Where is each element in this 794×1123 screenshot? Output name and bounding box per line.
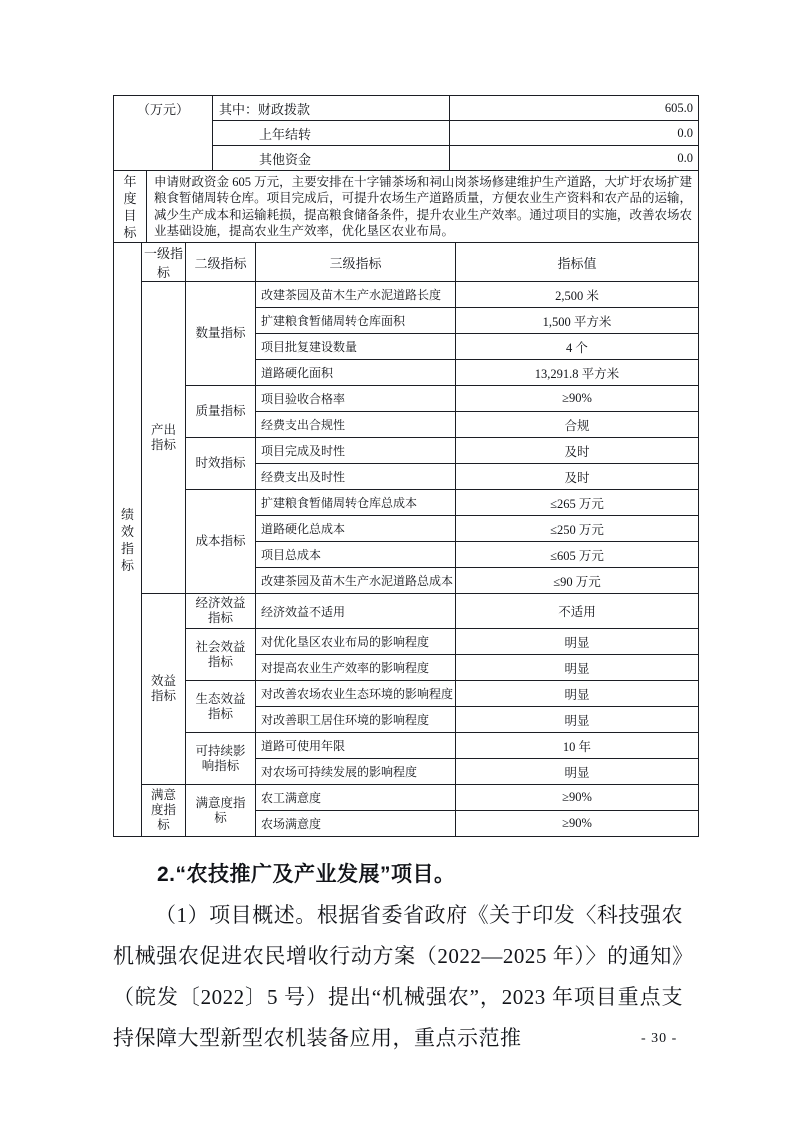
indicator-name-cell: 道路硬化面积 bbox=[256, 360, 456, 386]
indicator-value-cell: ≤250 万元 bbox=[456, 516, 699, 542]
indicator-value-cell: 13,291.8 平方米 bbox=[456, 360, 699, 386]
indicator-value-cell: 明显 bbox=[456, 759, 699, 785]
indicator-name-cell: 扩建粮食暂储周转仓库总成本 bbox=[256, 490, 456, 516]
section-paragraph: （1）项目概述。根据省委省政府《关于印发〈科技强农机械强农促进农民增收行动方案（2022—2025 年）〉的通知》（皖发〔2022〕5 号）提出“机械强农”，2023 年项目重点支持保障大型新型农机装备应用，重点示范推 bbox=[113, 903, 683, 1051]
level2-cell: 可持续影响指标 bbox=[186, 733, 256, 785]
indicator-value-cell: 明显 bbox=[456, 629, 699, 655]
indicator-value-cell: 10 年 bbox=[456, 733, 699, 759]
level2-cell: 质量指标 bbox=[186, 386, 256, 438]
section-heading: 2.“农技推广及产业发展”项目。 bbox=[157, 863, 456, 887]
level2-cell: 成本指标 bbox=[186, 490, 256, 594]
indicator-name-cell: 农工满意度 bbox=[256, 785, 456, 811]
indicator-name-cell: 经费支出及时性 bbox=[256, 464, 456, 490]
indicator-name-cell: 农场满意度 bbox=[256, 811, 456, 837]
indicator-value-cell: 及时 bbox=[456, 438, 699, 464]
level1-cell: 满意度指标 bbox=[142, 785, 186, 837]
indicator-value-cell: 1,500 平方米 bbox=[456, 308, 699, 334]
indicator-header-row bbox=[114, 243, 699, 282]
table-row bbox=[114, 785, 699, 811]
budget-row-label: 上年结转 bbox=[213, 121, 450, 146]
indicator-value-cell: ≤90 万元 bbox=[456, 568, 699, 594]
page-number: - 30 - bbox=[641, 1031, 678, 1046]
header-value: 指标值 bbox=[456, 243, 699, 282]
indicator-name-cell: 项目验收合格率 bbox=[256, 386, 456, 412]
indicator-side-label: 绩效指标 bbox=[120, 506, 134, 573]
indicator-table bbox=[113, 242, 699, 837]
indicator-name-cell: 对提高农业生产效率的影响程度 bbox=[256, 655, 456, 681]
indicator-value-cell: ≥90% bbox=[456, 386, 699, 412]
indicator-name-cell: 经费支出合规性 bbox=[256, 412, 456, 438]
budget-row bbox=[114, 96, 699, 121]
indicator-name-cell: 项目完成及时性 bbox=[256, 438, 456, 464]
budget-row-value: 0.0 bbox=[450, 121, 699, 146]
budget-row-value: 0.0 bbox=[450, 146, 699, 171]
annual-goal-text: 申请财政资金 605 万元，主要安排在十字铺茶场和祠山岗茶场修建维护生产道路，大圹圩农场扩建粮食暂储周转仓库。项目完成后，可提升农场生产道路质量，方便农业生产资料和农产品的运输，减少生产成本和运输耗损，提高粮食储备条件，提升农业生产效率。通过项目的实施，改善农场农业基础设施，提高农业生产效率，优化垦区农业布局。 bbox=[147, 171, 699, 243]
header-level3: 三级指标 bbox=[256, 243, 456, 282]
indicator-value-cell: ≥90% bbox=[456, 811, 699, 837]
indicator-value-cell: 合规 bbox=[456, 412, 699, 438]
level2-cell: 社会效益指标 bbox=[186, 629, 256, 681]
table-row bbox=[114, 438, 699, 464]
table-row bbox=[114, 282, 699, 308]
annual-goal-label: 年度目标 bbox=[123, 173, 137, 240]
header-level2: 二级指标 bbox=[186, 243, 256, 282]
indicator-value-cell: ≤265 万元 bbox=[456, 490, 699, 516]
indicator-value-cell: 及时 bbox=[456, 464, 699, 490]
header-level1: 一级指标 bbox=[142, 243, 186, 282]
level2-cell: 生态效益指标 bbox=[186, 681, 256, 733]
level2-cell: 时效指标 bbox=[186, 438, 256, 490]
indicator-name-cell: 道路可使用年限 bbox=[256, 733, 456, 759]
budget-row-value: 605.0 bbox=[450, 96, 699, 121]
table-row bbox=[114, 490, 699, 516]
budget-row-label: 其中：财政拨款 bbox=[213, 96, 450, 121]
indicator-value-cell: 明显 bbox=[456, 681, 699, 707]
indicator-name-cell: 改建茶园及苗木生产水泥道路长度 bbox=[256, 282, 456, 308]
level2-cell: 数量指标 bbox=[186, 282, 256, 386]
indicator-value-cell: 不适用 bbox=[456, 594, 699, 629]
indicator-value-cell: ≤605 万元 bbox=[456, 542, 699, 568]
table-row bbox=[114, 733, 699, 759]
annual-goal-table bbox=[113, 170, 699, 243]
annual-goal-label-cell bbox=[114, 171, 147, 243]
indicator-value-cell: 明显 bbox=[456, 707, 699, 733]
indicator-name-cell: 道路硬化总成本 bbox=[256, 516, 456, 542]
indicator-value-cell: 4 个 bbox=[456, 334, 699, 360]
indicator-name-cell: 经济效益不适用 bbox=[256, 594, 456, 629]
table-row bbox=[114, 629, 699, 655]
level2-cell: 满意度指标 bbox=[186, 785, 256, 837]
indicator-name-cell: 扩建粮食暂储周转仓库面积 bbox=[256, 308, 456, 334]
indicator-name-cell: 对改善农场农业生态环境的影响程度 bbox=[256, 681, 456, 707]
indicator-value-cell: 明显 bbox=[456, 655, 699, 681]
indicator-value-cell: ≥90% bbox=[456, 785, 699, 811]
table-row bbox=[114, 594, 699, 629]
budget-unit-label: （万元） bbox=[114, 96, 213, 171]
indicator-side-label-cell bbox=[114, 243, 142, 837]
indicator-name-cell: 项目批复建设数量 bbox=[256, 334, 456, 360]
level1-cell: 效益指标 bbox=[142, 594, 186, 785]
indicator-name-cell: 改建茶园及苗木生产水泥道路总成本 bbox=[256, 568, 456, 594]
indicator-name-cell: 对优化垦区农业布局的影响程度 bbox=[256, 629, 456, 655]
level2-cell: 经济效益指标 bbox=[186, 594, 256, 629]
level1-cell: 产出指标 bbox=[142, 282, 186, 594]
table-row bbox=[114, 386, 699, 412]
budget-row-label: 其他资金 bbox=[213, 146, 450, 171]
table-row bbox=[114, 681, 699, 707]
indicator-name-cell: 对改善职工居住环境的影响程度 bbox=[256, 707, 456, 733]
indicator-name-cell: 对农场可持续发展的影响程度 bbox=[256, 759, 456, 785]
indicator-name-cell: 项目总成本 bbox=[256, 542, 456, 568]
annual-goal-row bbox=[114, 171, 699, 243]
indicator-value-cell: 2,500 米 bbox=[456, 282, 699, 308]
budget-table bbox=[113, 95, 699, 171]
